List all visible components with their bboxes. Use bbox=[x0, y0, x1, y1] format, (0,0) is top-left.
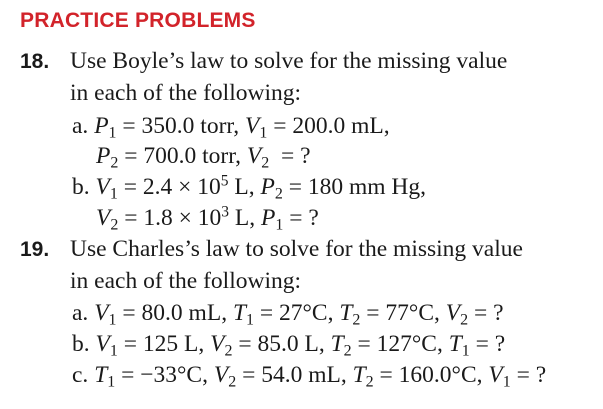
problem-18b-p2: 180 mm Hg bbox=[307, 174, 421, 200]
problem-19c-v2: 54.0 mL bbox=[261, 362, 341, 388]
problem-19-intro-line-1: Use Charles’s law to solve for the missing value bbox=[70, 236, 523, 262]
problem-18b-v2-base: 1.8 × 10 bbox=[143, 205, 222, 231]
problem-19c-t2: 160.0°C bbox=[398, 362, 477, 388]
problem-19c-v1: ? bbox=[535, 362, 547, 388]
problem-19b-t2: 127°C bbox=[376, 331, 437, 357]
problem-18b-v2-exponent: 3 bbox=[221, 203, 229, 221]
problem-18a-v1: 200.0 mL bbox=[292, 113, 384, 139]
problem-19a-v1: 80.0 mL bbox=[141, 300, 222, 326]
problem-19-number: 19. bbox=[20, 238, 50, 261]
problem-18-intro-line-2: in each of the following: bbox=[70, 80, 302, 106]
problem-18a-v2: ? bbox=[300, 143, 311, 169]
problem-18b-v2-unit: L bbox=[234, 205, 250, 231]
problem-19-intro-line-2: in each of the following: bbox=[70, 268, 302, 294]
problem-19b-v1: 125 L bbox=[142, 331, 199, 357]
problem-18b-label: b. bbox=[72, 174, 90, 200]
problem-19c-label: c. bbox=[72, 362, 89, 388]
section-heading: PRACTICE PROBLEMS bbox=[20, 9, 256, 32]
problem-18a-p2: 700.0 torr bbox=[143, 143, 236, 169]
problem-18a-line-2: $P_2 = 700.0$ torr, $V_2$ = ? bbox=[96, 143, 311, 172]
problem-19b-label: b. bbox=[72, 331, 90, 357]
problem-19a-t2: 77°C bbox=[385, 300, 434, 326]
problem-19a-v2: ? bbox=[493, 300, 504, 326]
problem-19c-line: c. $T_1 = -33^\circ C$, $V_2 = 54.0$ mL, $T_2 = 160.0^\circ C$, $V_1$ = ? bbox=[72, 362, 547, 391]
problem-19a-t1: 27°C bbox=[279, 300, 328, 326]
problem-18-number: 18. bbox=[20, 50, 50, 73]
problem-19a-line: a. $V_1 = 80.0$ mL, $T_1 = 27^\circ C$, $T_2 = 77^\circ C$, $V_2$ = ? bbox=[72, 300, 504, 329]
problem-18b-line-2: $V_2 = 1.8 \times 10^3$ L, $P_1$ = ? bbox=[96, 203, 319, 234]
problem-19b-line: b. $V_1 = 125$ L, $V_2 = 85.0$ L, $T_2 = 127^\circ C$, $T_1$ = ? bbox=[72, 331, 506, 360]
problem-19a-label: a. bbox=[72, 300, 89, 326]
problem-18a-line-1: a. $P_1 = 350.0$ torr, $V_1 = 200.0$ mL, bbox=[72, 113, 390, 142]
problem-19c-t1: −33°C bbox=[140, 362, 203, 388]
problem-18b-v1-base: 2.4 × 10 bbox=[142, 174, 221, 200]
problem-19b-t1: ? bbox=[494, 331, 506, 357]
problem-18b-v1-exponent: 5 bbox=[220, 172, 229, 190]
problem-18-intro-line-1: Use Boyle’s law to solve for the missing value bbox=[70, 48, 508, 74]
problem-18b-v1-unit: L bbox=[234, 174, 249, 200]
problem-19b-v2: 85.0 L bbox=[257, 331, 319, 357]
problem-18a-p1: 350.0 torr bbox=[141, 113, 234, 139]
problem-18a-label: a. bbox=[72, 113, 89, 139]
problem-18b-line-1: b. $V_1 = 2.4 \times 10^5$ L, $P_2 = 180$ mm Hg, bbox=[72, 172, 426, 203]
problem-18b-p1: ? bbox=[308, 205, 319, 231]
